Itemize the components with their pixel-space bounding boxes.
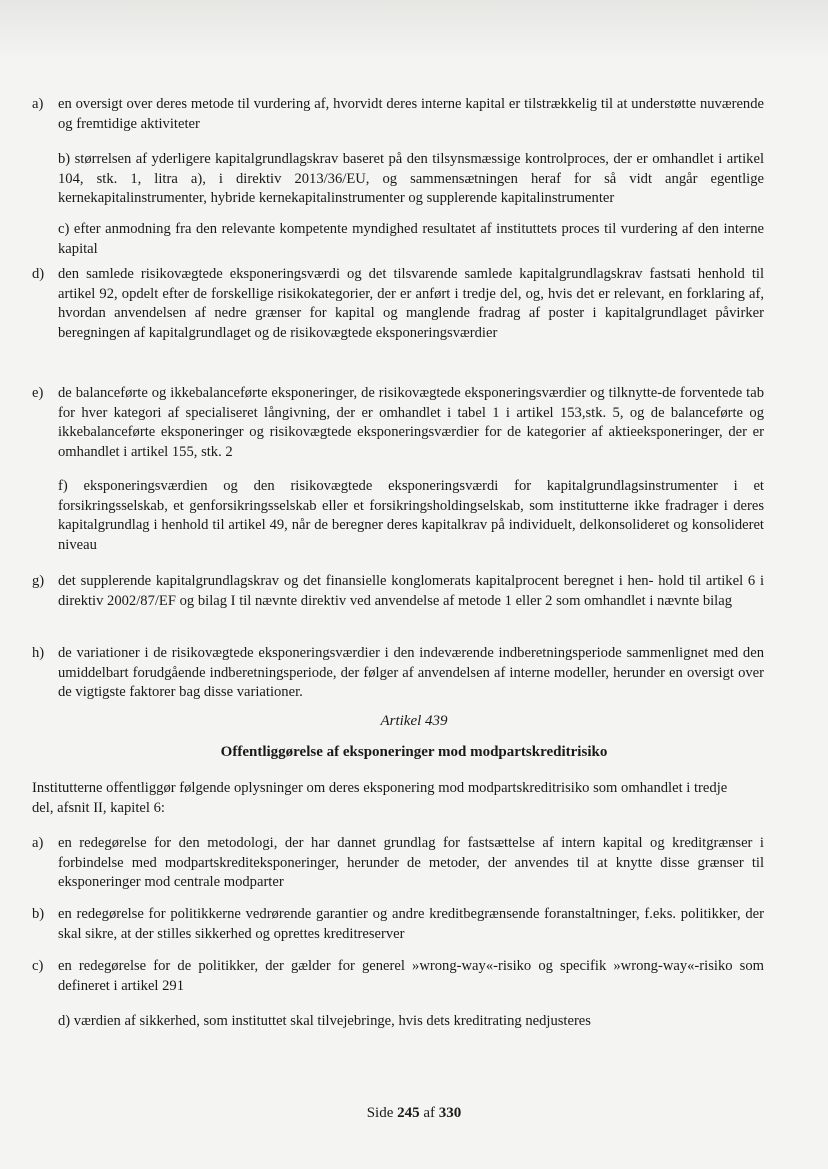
list-item-e [32,384,764,462]
item-text: den samlede risikovægtede eksponeringsværdi og det tilsvarende samlede kapitalgrundlagskrav fastsati henhold til artikel 92, opdelt efter de forskellige risikokategorier, der er anført i tredje del, og, hvis det er relevant, en forklaring af, hvordan anvendelsen af nedre grænser for kapital og manglende fradrag af poster i kapitalgrundlaget påvirker beregningen af kapitalgrundlaget og de risikovægtede eksponeringsværdier [58,266,764,341]
article-number: Artikel 439 [380,713,448,729]
item-text: det supplerende kapitalgrundlagskrav og det finansielle konglomerats kapitalprocent beregnet i hen- hold til artikel 6 i direktiv 2002/87/EF og bilag I til nævnte direktiv ved anvendelse af metode 1 eller 2 som omhandlet i nævnte bilag [58,573,764,609]
item-label: e) [32,385,44,401]
item-label: d) [32,266,45,282]
article-item-b [32,905,764,944]
item-text: en redegørelse for de politikker, der gælder for generel »wrong-way«-risiko og specifik »wrong-way«-risiko som defineret i artikel 291 [58,958,764,994]
item-label: a) [32,835,44,851]
item-text: b) størrelsen af yderligere kapitalgrundlagskrav baseret på den tilsynsmæssige kontrolproces, der er omhandlet i artikel 104, stk. 1, litra a), i direktiv 2013/36/EU, og sammensætningen heraf for så vidt angår egentlige kernekapitalinstrumenter, hybride kernekapitalinstrumenter og supplerende kapitalinstrumenter [58,151,764,206]
item-text: f) eksponeringsværdien og den risikovægtede eksponeringsværdi for kapitalgrundlagsinstrumenter i et forsikringsselskab, et genforsikringsselskab eller et forsikringsholdingselskab, som institutterne ikke fradrager i deres kapitalgrundlag i henhold til artikel 49, når de beregner deres kapitalkrav på individuelt, delkonsolideret og konsolideret niveau [58,478,764,553]
item-text: de balanceførte og ikkebalanceførte eksponeringer, de risikovægtede eksponeringsværdier og tilknytte-de forventede tab for hver kategori af specialiseret långivning, der er omhandlet i tabel 1 i artikel 153,stk. 5, og de balanceførte og ikkebalanceførte eksponeringer og risikovægtede eksponeringsværdier for de kategorier af aktieeksponeringer, der er omhandlet i artikel 155, stk. 2 [58,385,764,460]
item-text: de variationer i de risikovægtede eksponeringsværdier i den indeværende indberetningsperiode sammenlignet med den umiddelbart forudgående indberetningsperiode, der følger af anvendelsen af interne modeller, herunder en oversigt over de vigtigste faktorer bag disse variationer. [58,645,764,700]
footer-prefix: Side [366,1105,394,1121]
article-title: Offentliggørelse af eksponeringer mod modpartskreditrisiko [220,744,608,760]
page-number: 245 [397,1105,420,1121]
item-text: c) efter anmodning fra den relevante kompetente myndighed resultatet af instituttets proces til vurdering af den interne kapital [58,221,764,257]
page-total: 330 [438,1105,462,1121]
item-text: en oversigt over deres metode til vurdering af, hvorvidt deres interne kapital er tilstrækkelig til at understøtte nuværende og fremtidige aktiviteter [58,96,764,132]
item-label: b) [32,906,45,922]
item-label: g) [32,573,45,589]
article-item-a [32,834,764,893]
item-text: en redegørelse for politikkerne vedrørende garantier og andre kreditbegrænsende foranstaltninger, f.eks. politikker, der skal sikre, at der stilles sikkerhed og oprettes kreditreserver [58,906,764,942]
item-label: a) [32,96,44,112]
article-item-d [58,1012,764,1032]
list-item-g [32,572,764,611]
footer-middle: af [423,1105,436,1121]
item-text: d) værdien af sikkerhed, som instituttet skal tilvejebringe, hvis dets kreditrating nedjusteres [58,1013,591,1029]
list-item-c [58,220,764,259]
article-item-c [32,957,764,996]
list-item-b [58,150,764,209]
list-item-a [32,95,764,134]
article-intro: Institutterne offentliggør følgende oplysninger om deres eksponering mod modpartskreditrisiko som omhandlet i tredje del, afsnit II, kapitel 6: [32,780,728,816]
list-item-f [58,477,764,555]
page-footer [0,1105,828,1122]
item-label: h) [32,645,45,661]
list-item-d [32,265,764,343]
scan-shadow [0,0,828,60]
item-text: en redegørelse for den metodologi, der har dannet grundlag for fastsættelse af intern kapital og kreditgrænser i forbindelse med modpartskrediteksponeringer, herunder de metoder, der anvendes til at knytte disse grænser til eksponeringer mod centrale modparter [58,835,764,890]
list-item-h [32,644,764,703]
item-label: c) [32,958,44,974]
